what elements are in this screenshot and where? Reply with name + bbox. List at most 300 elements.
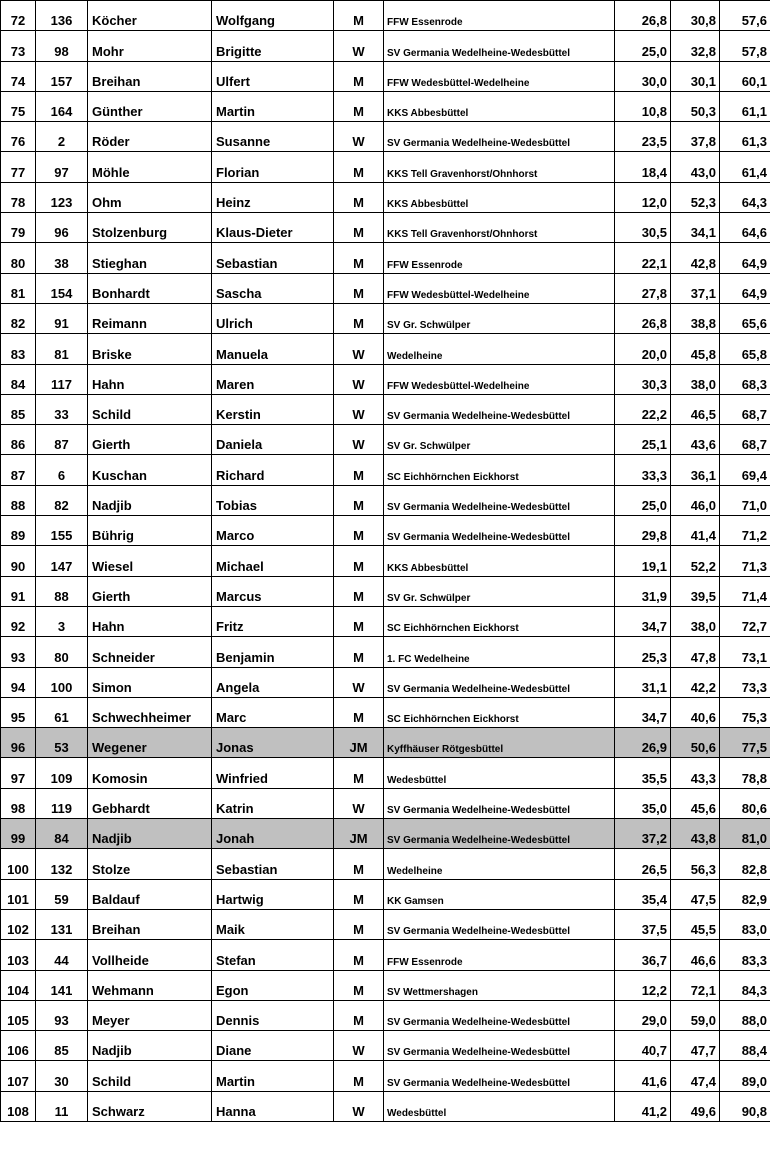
first-name-cell: Katrin (212, 788, 334, 818)
score-1-cell: 22,1 (615, 243, 671, 273)
start-number-cell: 154 (36, 273, 88, 303)
table-row (1, 606, 770, 636)
score-2-cell: 50,3 (671, 91, 720, 121)
class-cell: M (334, 758, 384, 788)
club-cell: SV Germania Wedelheine-Wedesbüttel (384, 819, 615, 849)
rank-cell: 75 (1, 91, 36, 121)
table-row (1, 334, 770, 364)
score-2-cell: 42,8 (671, 243, 720, 273)
first-name-cell: Winfried (212, 758, 334, 788)
score-1-cell: 37,2 (615, 819, 671, 849)
total-cell: 82,9 (720, 879, 770, 909)
score-1-cell: 35,0 (615, 788, 671, 818)
table-row (1, 152, 770, 182)
table-row-highlighted (1, 819, 770, 849)
start-number-cell: 87 (36, 425, 88, 455)
club-cell: FFW Wedesbüttel-Wedelheine (384, 364, 615, 394)
class-cell: M (334, 606, 384, 636)
last-name-cell: Wegener (88, 728, 212, 758)
club-cell: SV Germania Wedelheine-Wedesbüttel (384, 1061, 615, 1091)
total-cell: 68,3 (720, 364, 770, 394)
first-name-cell: Klaus-Dieter (212, 213, 334, 243)
table-row (1, 425, 770, 455)
club-cell: SV Germania Wedelheine-Wedesbüttel (384, 31, 615, 61)
rank-cell: 103 (1, 940, 36, 970)
score-1-cell: 22,2 (615, 394, 671, 424)
class-cell: W (334, 364, 384, 394)
class-cell: JM (334, 728, 384, 758)
start-number-cell: 164 (36, 91, 88, 121)
rank-cell: 89 (1, 516, 36, 546)
score-2-cell: 40,6 (671, 697, 720, 727)
last-name-cell: Breihan (88, 909, 212, 939)
start-number-cell: 33 (36, 394, 88, 424)
last-name-cell: Baldauf (88, 879, 212, 909)
table-row (1, 273, 770, 303)
club-cell: FFW Essenrode (384, 243, 615, 273)
start-number-cell: 109 (36, 758, 88, 788)
class-cell: W (334, 122, 384, 152)
club-cell: SV Germania Wedelheine-Wedesbüttel (384, 909, 615, 939)
table-row (1, 940, 770, 970)
total-cell: 88,0 (720, 1000, 770, 1030)
table-row (1, 122, 770, 152)
club-cell: 1. FC Wedelheine (384, 637, 615, 667)
club-cell: FFW Wedesbüttel-Wedelheine (384, 273, 615, 303)
score-1-cell: 29,0 (615, 1000, 671, 1030)
last-name-cell: Schild (88, 1061, 212, 1091)
rank-cell: 76 (1, 122, 36, 152)
last-name-cell: Hahn (88, 606, 212, 636)
score-1-cell: 29,8 (615, 516, 671, 546)
last-name-cell: Bührig (88, 516, 212, 546)
last-name-cell: Bonhardt (88, 273, 212, 303)
score-2-cell: 45,6 (671, 788, 720, 818)
table-row (1, 394, 770, 424)
score-1-cell: 30,5 (615, 213, 671, 243)
score-1-cell: 19,1 (615, 546, 671, 576)
last-name-cell: Vollheide (88, 940, 212, 970)
first-name-cell: Martin (212, 91, 334, 121)
score-1-cell: 25,1 (615, 425, 671, 455)
table-row (1, 576, 770, 606)
rank-cell: 73 (1, 31, 36, 61)
score-1-cell: 26,8 (615, 1, 671, 31)
first-name-cell: Benjamin (212, 637, 334, 667)
score-2-cell: 59,0 (671, 1000, 720, 1030)
last-name-cell: Schwarz (88, 1091, 212, 1121)
first-name-cell: Ulrich (212, 303, 334, 333)
score-1-cell: 25,0 (615, 485, 671, 515)
score-1-cell: 26,9 (615, 728, 671, 758)
score-2-cell: 37,1 (671, 273, 720, 303)
total-cell: 80,6 (720, 788, 770, 818)
class-cell: M (334, 849, 384, 879)
club-cell: Wedesbüttel (384, 758, 615, 788)
first-name-cell: Richard (212, 455, 334, 485)
total-cell: 71,4 (720, 576, 770, 606)
rank-cell: 102 (1, 909, 36, 939)
start-number-cell: 123 (36, 182, 88, 212)
score-1-cell: 12,2 (615, 970, 671, 1000)
rank-cell: 90 (1, 546, 36, 576)
total-cell: 57,6 (720, 1, 770, 31)
score-2-cell: 46,0 (671, 485, 720, 515)
rank-cell: 91 (1, 576, 36, 606)
score-1-cell: 41,2 (615, 1091, 671, 1121)
score-2-cell: 43,0 (671, 152, 720, 182)
table-row (1, 788, 770, 818)
club-cell: SV Germania Wedelheine-Wedesbüttel (384, 122, 615, 152)
class-cell: W (334, 667, 384, 697)
table-row (1, 182, 770, 212)
club-cell: SC Eichhörnchen Eickhorst (384, 697, 615, 727)
last-name-cell: Möhle (88, 152, 212, 182)
total-cell: 89,0 (720, 1061, 770, 1091)
total-cell: 64,3 (720, 182, 770, 212)
rank-cell: 97 (1, 758, 36, 788)
rank-cell: 108 (1, 1091, 36, 1121)
total-cell: 71,0 (720, 485, 770, 515)
table-row (1, 61, 770, 91)
table-row (1, 1031, 770, 1061)
score-2-cell: 32,8 (671, 31, 720, 61)
score-2-cell: 41,4 (671, 516, 720, 546)
last-name-cell: Stolze (88, 849, 212, 879)
start-number-cell: 98 (36, 31, 88, 61)
start-number-cell: 131 (36, 909, 88, 939)
score-2-cell: 49,6 (671, 1091, 720, 1121)
score-1-cell: 31,1 (615, 667, 671, 697)
score-1-cell: 34,7 (615, 606, 671, 636)
last-name-cell: Meyer (88, 1000, 212, 1030)
club-cell: SC Eichhörnchen Eickhorst (384, 606, 615, 636)
club-cell: SC Eichhörnchen Eickhorst (384, 455, 615, 485)
first-name-cell: Dennis (212, 1000, 334, 1030)
first-name-cell: Florian (212, 152, 334, 182)
total-cell: 75,3 (720, 697, 770, 727)
table-row (1, 909, 770, 939)
class-cell: M (334, 485, 384, 515)
rank-cell: 79 (1, 213, 36, 243)
table-row (1, 91, 770, 121)
table-row (1, 970, 770, 1000)
score-1-cell: 41,6 (615, 1061, 671, 1091)
class-cell: JM (334, 819, 384, 849)
rank-cell: 74 (1, 61, 36, 91)
rank-cell: 104 (1, 970, 36, 1000)
last-name-cell: Wiesel (88, 546, 212, 576)
total-cell: 61,1 (720, 91, 770, 121)
score-2-cell: 45,5 (671, 909, 720, 939)
club-cell: SV Germania Wedelheine-Wedesbüttel (384, 788, 615, 818)
total-cell: 81,0 (720, 819, 770, 849)
first-name-cell: Angela (212, 667, 334, 697)
first-name-cell: Jonah (212, 819, 334, 849)
score-2-cell: 42,2 (671, 667, 720, 697)
table-row (1, 697, 770, 727)
class-cell: M (334, 1, 384, 31)
rank-cell: 105 (1, 1000, 36, 1030)
rank-cell: 84 (1, 364, 36, 394)
first-name-cell: Sebastian (212, 849, 334, 879)
total-cell: 78,8 (720, 758, 770, 788)
first-name-cell: Jonas (212, 728, 334, 758)
score-1-cell: 35,5 (615, 758, 671, 788)
start-number-cell: 44 (36, 940, 88, 970)
club-cell: KK Gamsen (384, 879, 615, 909)
last-name-cell: Komosin (88, 758, 212, 788)
class-cell: M (334, 455, 384, 485)
score-1-cell: 12,0 (615, 182, 671, 212)
club-cell: Wedelheine (384, 849, 615, 879)
score-1-cell: 20,0 (615, 334, 671, 364)
score-2-cell: 43,6 (671, 425, 720, 455)
class-cell: W (334, 394, 384, 424)
total-cell: 71,2 (720, 516, 770, 546)
last-name-cell: Günther (88, 91, 212, 121)
class-cell: M (334, 303, 384, 333)
table-row (1, 546, 770, 576)
total-cell: 73,1 (720, 637, 770, 667)
score-1-cell: 10,8 (615, 91, 671, 121)
total-cell: 73,3 (720, 667, 770, 697)
score-1-cell: 40,7 (615, 1031, 671, 1061)
club-cell: SV Germania Wedelheine-Wedesbüttel (384, 667, 615, 697)
total-cell: 61,3 (720, 122, 770, 152)
start-number-cell: 119 (36, 788, 88, 818)
first-name-cell: Egon (212, 970, 334, 1000)
class-cell: M (334, 576, 384, 606)
last-name-cell: Briske (88, 334, 212, 364)
score-2-cell: 30,8 (671, 1, 720, 31)
score-2-cell: 38,0 (671, 364, 720, 394)
rank-cell: 78 (1, 182, 36, 212)
total-cell: 64,9 (720, 243, 770, 273)
class-cell: M (334, 546, 384, 576)
last-name-cell: Kuschan (88, 455, 212, 485)
score-1-cell: 34,7 (615, 697, 671, 727)
first-name-cell: Heinz (212, 182, 334, 212)
score-1-cell: 33,3 (615, 455, 671, 485)
first-name-cell: Hanna (212, 1091, 334, 1121)
rank-cell: 85 (1, 394, 36, 424)
total-cell: 90,8 (720, 1091, 770, 1121)
score-1-cell: 35,4 (615, 879, 671, 909)
start-number-cell: 61 (36, 697, 88, 727)
class-cell: M (334, 273, 384, 303)
first-name-cell: Maik (212, 909, 334, 939)
club-cell: SV Germania Wedelheine-Wedesbüttel (384, 394, 615, 424)
table-row (1, 1061, 770, 1091)
first-name-cell: Marcus (212, 576, 334, 606)
club-cell: SV Germania Wedelheine-Wedesbüttel (384, 1031, 615, 1061)
last-name-cell: Ohm (88, 182, 212, 212)
first-name-cell: Maren (212, 364, 334, 394)
rank-cell: 95 (1, 697, 36, 727)
class-cell: M (334, 243, 384, 273)
class-cell: W (334, 425, 384, 455)
score-1-cell: 25,3 (615, 637, 671, 667)
total-cell: 83,3 (720, 940, 770, 970)
first-name-cell: Wolfgang (212, 1, 334, 31)
score-2-cell: 47,4 (671, 1061, 720, 1091)
table-row (1, 213, 770, 243)
rank-cell: 98 (1, 788, 36, 818)
class-cell: M (334, 637, 384, 667)
class-cell: M (334, 909, 384, 939)
total-cell: 64,9 (720, 273, 770, 303)
score-2-cell: 47,7 (671, 1031, 720, 1061)
score-1-cell: 30,0 (615, 61, 671, 91)
club-cell: KKS Abbesbüttel (384, 91, 615, 121)
total-cell: 72,7 (720, 606, 770, 636)
club-cell: Wedesbüttel (384, 1091, 615, 1121)
club-cell: Wedelheine (384, 334, 615, 364)
rank-cell: 107 (1, 1061, 36, 1091)
results-body (1, 1, 770, 1122)
start-number-cell: 96 (36, 213, 88, 243)
start-number-cell: 84 (36, 819, 88, 849)
total-cell: 60,1 (720, 61, 770, 91)
last-name-cell: Nadjib (88, 1031, 212, 1061)
score-2-cell: 47,8 (671, 637, 720, 667)
table-row (1, 485, 770, 515)
score-2-cell: 46,6 (671, 940, 720, 970)
table-row (1, 1091, 770, 1121)
last-name-cell: Breihan (88, 61, 212, 91)
club-cell: KKS Abbesbüttel (384, 546, 615, 576)
total-cell: 69,4 (720, 455, 770, 485)
score-2-cell: 47,5 (671, 879, 720, 909)
start-number-cell: 81 (36, 334, 88, 364)
club-cell: SV Gr. Schwülper (384, 576, 615, 606)
first-name-cell: Michael (212, 546, 334, 576)
table-row (1, 31, 770, 61)
club-cell: KKS Tell Gravenhorst/Ohnhorst (384, 213, 615, 243)
club-cell: SV Gr. Schwülper (384, 303, 615, 333)
last-name-cell: Hahn (88, 364, 212, 394)
start-number-cell: 91 (36, 303, 88, 333)
club-cell: SV Gr. Schwülper (384, 425, 615, 455)
score-2-cell: 72,1 (671, 970, 720, 1000)
last-name-cell: Stieghan (88, 243, 212, 273)
rank-cell: 100 (1, 849, 36, 879)
start-number-cell: 38 (36, 243, 88, 273)
start-number-cell: 157 (36, 61, 88, 91)
last-name-cell: Gierth (88, 576, 212, 606)
rank-cell: 92 (1, 606, 36, 636)
table-row (1, 303, 770, 333)
total-cell: 65,6 (720, 303, 770, 333)
first-name-cell: Hartwig (212, 879, 334, 909)
start-number-cell: 2 (36, 122, 88, 152)
score-1-cell: 26,8 (615, 303, 671, 333)
rank-cell: 82 (1, 303, 36, 333)
class-cell: M (334, 61, 384, 91)
first-name-cell: Brigitte (212, 31, 334, 61)
last-name-cell: Simon (88, 667, 212, 697)
start-number-cell: 141 (36, 970, 88, 1000)
score-1-cell: 27,8 (615, 273, 671, 303)
score-1-cell: 37,5 (615, 909, 671, 939)
first-name-cell: Manuela (212, 334, 334, 364)
club-cell: SV Germania Wedelheine-Wedesbüttel (384, 516, 615, 546)
total-cell: 68,7 (720, 394, 770, 424)
last-name-cell: Schneider (88, 637, 212, 667)
last-name-cell: Schwechheimer (88, 697, 212, 727)
rank-cell: 101 (1, 879, 36, 909)
class-cell: M (334, 970, 384, 1000)
table-row (1, 1000, 770, 1030)
rank-cell: 81 (1, 273, 36, 303)
class-cell: W (334, 1031, 384, 1061)
first-name-cell: Martin (212, 1061, 334, 1091)
class-cell: M (334, 91, 384, 121)
class-cell: W (334, 788, 384, 818)
club-cell: Kyffhäuser Rötgesbüttel (384, 728, 615, 758)
club-cell: FFW Essenrode (384, 1, 615, 31)
start-number-cell: 85 (36, 1031, 88, 1061)
first-name-cell: Sascha (212, 273, 334, 303)
total-cell: 57,8 (720, 31, 770, 61)
total-cell: 82,8 (720, 849, 770, 879)
score-2-cell: 43,3 (671, 758, 720, 788)
class-cell: M (334, 697, 384, 727)
last-name-cell: Nadjib (88, 819, 212, 849)
rank-cell: 93 (1, 637, 36, 667)
score-2-cell: 30,1 (671, 61, 720, 91)
total-cell: 61,4 (720, 152, 770, 182)
class-cell: W (334, 31, 384, 61)
last-name-cell: Nadjib (88, 485, 212, 515)
score-2-cell: 36,1 (671, 455, 720, 485)
class-cell: W (334, 334, 384, 364)
score-2-cell: 38,8 (671, 303, 720, 333)
table-row (1, 455, 770, 485)
rank-cell: 77 (1, 152, 36, 182)
rank-cell: 80 (1, 243, 36, 273)
first-name-cell: Ulfert (212, 61, 334, 91)
score-2-cell: 45,8 (671, 334, 720, 364)
table-row (1, 1, 770, 31)
start-number-cell: 132 (36, 849, 88, 879)
last-name-cell: Stolzenburg (88, 213, 212, 243)
rank-cell: 96 (1, 728, 36, 758)
rank-cell: 87 (1, 455, 36, 485)
total-cell: 64,6 (720, 213, 770, 243)
score-2-cell: 38,0 (671, 606, 720, 636)
first-name-cell: Marc (212, 697, 334, 727)
class-cell: M (334, 1000, 384, 1030)
class-cell: M (334, 940, 384, 970)
rank-cell: 94 (1, 667, 36, 697)
score-1-cell: 25,0 (615, 31, 671, 61)
first-name-cell: Kerstin (212, 394, 334, 424)
start-number-cell: 93 (36, 1000, 88, 1030)
last-name-cell: Gebhardt (88, 788, 212, 818)
start-number-cell: 82 (36, 485, 88, 515)
score-1-cell: 26,5 (615, 849, 671, 879)
class-cell: W (334, 1091, 384, 1121)
club-cell: KKS Abbesbüttel (384, 182, 615, 212)
score-2-cell: 39,5 (671, 576, 720, 606)
club-cell: KKS Tell Gravenhorst/Ohnhorst (384, 152, 615, 182)
club-cell: FFW Essenrode (384, 940, 615, 970)
club-cell: SV Germania Wedelheine-Wedesbüttel (384, 485, 615, 515)
score-1-cell: 31,9 (615, 576, 671, 606)
table-row (1, 516, 770, 546)
